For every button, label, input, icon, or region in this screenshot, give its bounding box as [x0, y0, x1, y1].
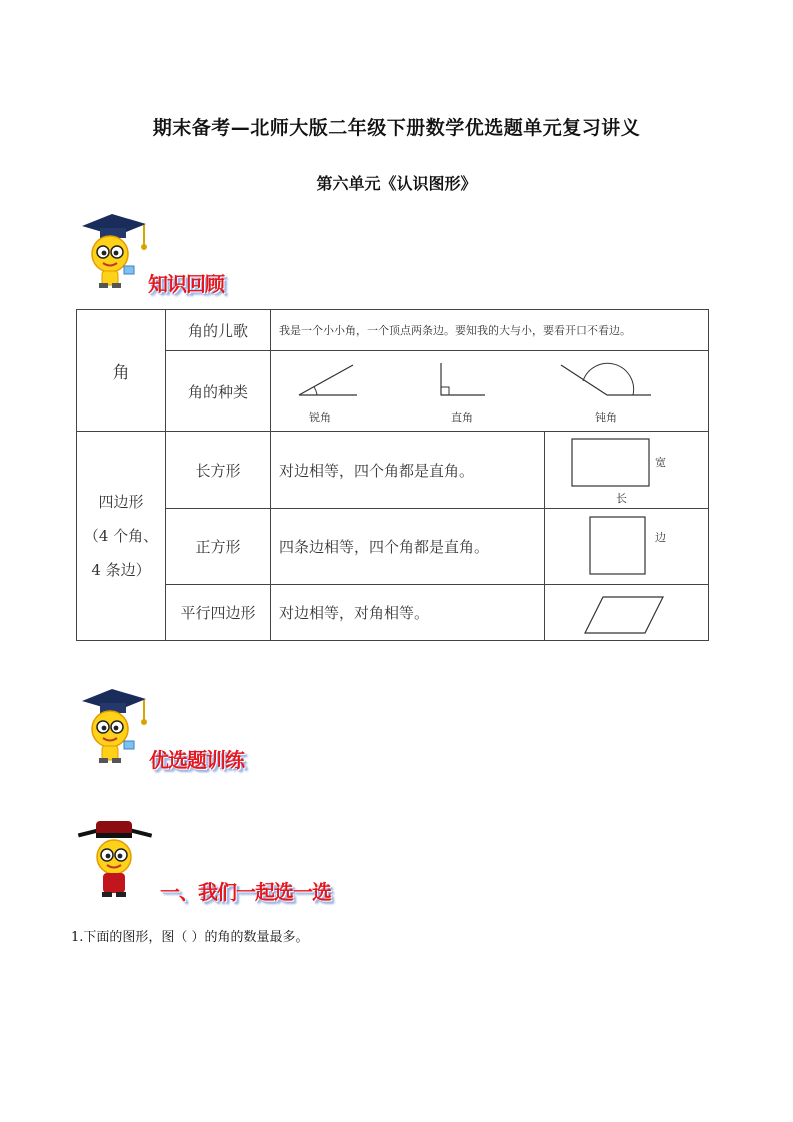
square-figure-icon	[589, 516, 647, 576]
knowledge-table	[76, 309, 709, 641]
choice-section-heading: 一、我们一起选一选	[160, 880, 331, 904]
official-mascot-icon	[74, 817, 156, 899]
angle-song-label: 角的儿歌	[166, 310, 271, 351]
quadrilateral-category: 四边形 （4 个角、 4 条边）	[77, 432, 166, 641]
parallelogram-desc: 对边相等，对角相等。	[271, 585, 545, 641]
graduate-mascot-icon	[74, 685, 150, 769]
document-title: 期末备考—北师大版二年级下册数学优选题单元复习讲义	[152, 117, 641, 139]
square-figure-cell	[545, 509, 709, 585]
rectangle-figure-cell	[545, 432, 709, 509]
angle-category: 角	[77, 310, 166, 432]
parallelogram-figure-icon	[583, 595, 667, 635]
acute-angle-icon	[297, 361, 359, 401]
rectangle-length-label: 长	[616, 492, 627, 505]
question-1	[71, 926, 309, 945]
practice-heading: 优选题训练	[149, 748, 244, 772]
question-1-number: 1.	[71, 930, 84, 945]
angle-song-text: 我是一个小小角，一个顶点两条边。要知我的大与小，要看开口不看边。	[271, 310, 709, 351]
obtuse-angle-icon	[557, 361, 653, 401]
rectangle-width-label: 宽	[655, 456, 666, 469]
knowledge-review-heading: 知识回顾	[148, 272, 224, 296]
question-1-text: 下面的图形，图（ ）的角的数量最多。	[83, 930, 309, 945]
right-angle-label: 直角	[451, 411, 473, 424]
rectangle-desc: 对边相等，四个角都是直角。	[271, 432, 545, 509]
square-name: 正方形	[166, 509, 271, 585]
graduate-mascot-icon	[74, 210, 150, 294]
obtuse-angle-label: 钝角	[595, 411, 617, 424]
square-side-label: 边	[655, 531, 666, 544]
parallelogram-figure-cell	[545, 585, 709, 641]
rectangle-name: 长方形	[166, 432, 271, 509]
acute-angle-label: 锐角	[309, 411, 331, 424]
rectangle-figure-icon	[571, 438, 651, 488]
angle-types-label: 角的种类	[166, 351, 271, 432]
right-angle-icon	[437, 361, 487, 401]
square-desc: 四条边相等，四个角都是直角。	[271, 509, 545, 585]
unit-subtitle: 第六单元《认识图形》	[316, 174, 477, 193]
angle-types-cell	[271, 351, 709, 432]
parallelogram-name: 平行四边形	[166, 585, 271, 641]
